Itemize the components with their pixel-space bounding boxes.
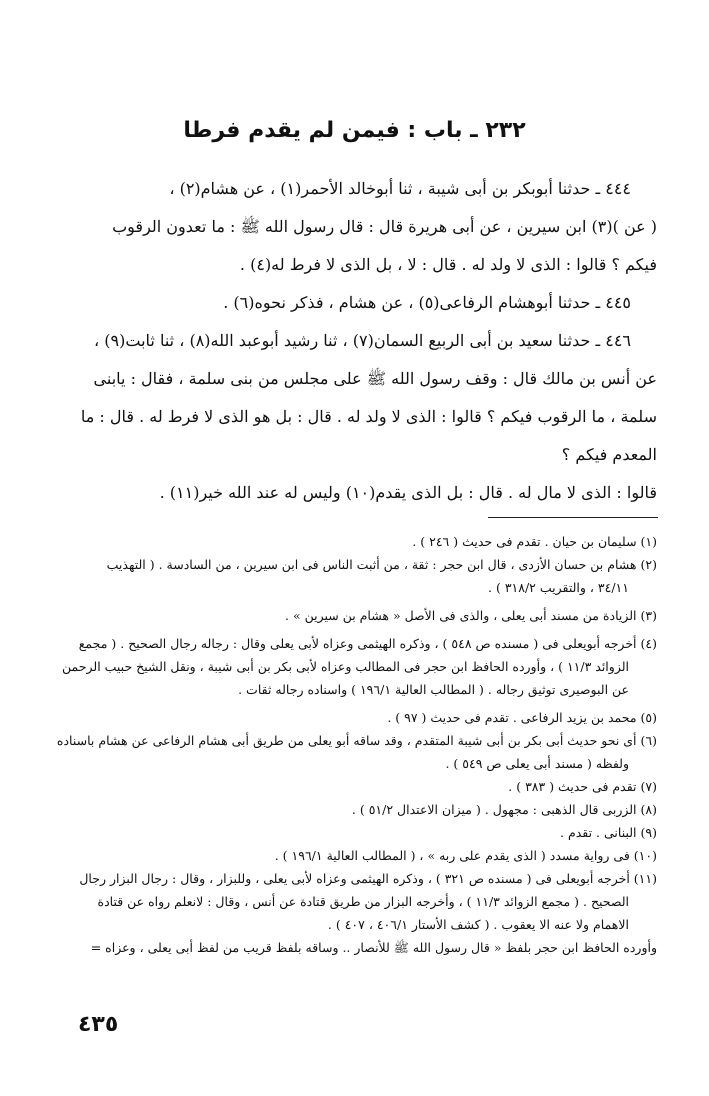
- hadith-445-line-1: ٤٤٥ ـ حدثنا أبوهشام الرفاعى(٥) ، عن هشام ، فذكر نحوه(٦) .: [223, 293, 631, 312]
- footnote-11-cont-2: الاهمام ولا عنه الا يعقوب . ( كشف الأستار ٤٠٦/١ ، ٤٠٧ ) .: [327, 917, 629, 932]
- footnote-2-cont: ٣٤/١١ ، والتقريب ٣١٨/٢ ) .: [488, 580, 629, 595]
- footnote-11-cont-1: الصحيح . ( مجمع الزوائد ١١/٣ ) ، وأخرجه البزار من طريق قتادة عن أنس ، وقال : لانعلم رواه عن قتادة: [97, 894, 629, 909]
- footnote-5: (٥) محمد بن يزيد الرفاعى . تقدم فى حديث ( ٩٧ ) .: [387, 710, 657, 725]
- hadith-446-line-3: سلمة ، ما الرقوب فيكم ؟ قالوا : الذى لا ولد له . قال : بل هو الذى لا فرط له . قال : ما: [80, 407, 657, 426]
- footnote-11-cont-3: وأورده الحافظ ابن حجر بلفظ « قال رسول الله ﷺ للأنصار .. وساقه بلفظ قريب من لفظ أبى يعلى ، وعزاه =: [90, 940, 657, 955]
- footnote-4-cont-1: الزوائد ١١/٣ ) ، وأورده الحافظ ابن حجر فى المطالب وعزاه لأبى بكر بن أبى شيبة ، ونقل الشيخ حبيب الرحمن: [62, 659, 629, 674]
- hadith-444-line-1: ٤٤٤ ـ حدثنا أبوبكر بن أبى شيبة ، ثنا أبوخالد الأحمر(١) ، عن هشام(٢) ،: [169, 179, 631, 198]
- hadith-446-line-2: عن أنس بن مالك قال : وقف رسول الله ﷺ على مجلس من بنى سلمة ، فقال : يابنى: [93, 369, 657, 388]
- footnote-7: (٧) تقدم فى حديث ( ٣٨٣ ) .: [508, 779, 657, 794]
- hadith-444-line-3: فيكم ؟ قالوا : الذى لا ولد له . قال : لا ، بل الذى لا فرط له(٤) .: [239, 255, 657, 274]
- hadith-446-line-1: ٤٤٦ ـ حدثنا سعيد بن أبى الربيع السمان(٧) ، ثنا رشيد أبوعبد الله(٨) ، ثنا ثابت(٩) ،: [94, 331, 631, 350]
- chapter-title: ٢٣٢ ـ باب : فيمن لم يقدم فرطا: [183, 118, 526, 143]
- footnote-9: (٩) البنانى . تقدم .: [560, 825, 657, 840]
- footnotes: [42, 530, 657, 959]
- footnote-3: (٣) الزيادة من مسند أبى يعلى ، والذى فى الأصل « هشام بن سيرين » .: [285, 608, 657, 623]
- footnote-8: (٨) الزربى قال الذهبى : مجهول . ( ميزان الاعتدال ٥١/٢ ) .: [351, 802, 657, 817]
- footnote-6-cont: ولفظه ( مسند أبى يعلى ص ٥٤٩ ) .: [445, 756, 629, 771]
- footnote-4: (٤) أخرجه أبويعلى فى ( مسنده ص ٥٤٨ ) ، وذكره الهيثمى وعزاه لأبى يعلى وقال : رجاله رجال الصحيح . ( مجمع: [78, 636, 657, 651]
- footnote-6: (٦) أى نحو حديث أبى بكر بن أبى شيبة المتقدم ، وقد ساقه أبو يعلى من طريق أبى هشام الرفاعى عن هشام باسناده: [56, 733, 657, 748]
- hadith-446-line-4: المعدم فيكم ؟: [561, 445, 657, 464]
- hadith-444-line-2: ( عن )(٣) ابن سيرين ، عن أبى هريرة قال : قال رسول الله ﷺ : ما تعدون الرقوب: [112, 217, 657, 236]
- footnote-2: (٢) هشام بن حسان الأزدى ، قال ابن حجر : ثقة ، من أثبت الناس فى ابن سيرين ، من السادسة . ( التهذيب: [106, 557, 657, 572]
- footnote-10: (١٠) فى رواية مسدد ( الذى يقدم على ربه » ، ( المطالب العالية ١٩٦/١ ) .: [274, 848, 657, 863]
- footnote-divider: [488, 517, 658, 518]
- page-number: ٤٣٥: [78, 1012, 119, 1037]
- footnote-1: (١) سليمان بن حيان . تقدم فى حديث ( ٢٤٦ ) .: [412, 534, 657, 549]
- footnote-11: (١١) أخرجه أبويعلى فى ( مسنده ص ٣٢١ ) ، وذكره الهيثمى وعزاه لأبى يعلى ، وللبزار ، وقال : رجال البزار رجال: [79, 871, 657, 886]
- main-text: [47, 170, 657, 512]
- footnote-4-cont-2: عن البوصيرى توثيق رجاله . ( المطالب العالية ١٩٦/١ ) واسناده رجاله ثقات .: [238, 682, 629, 697]
- hadith-446-line-5: قالوا : الذى لا مال له . قال : بل الذى يقدم(١٠) وليس له عند الله خير(١١) .: [159, 483, 657, 502]
